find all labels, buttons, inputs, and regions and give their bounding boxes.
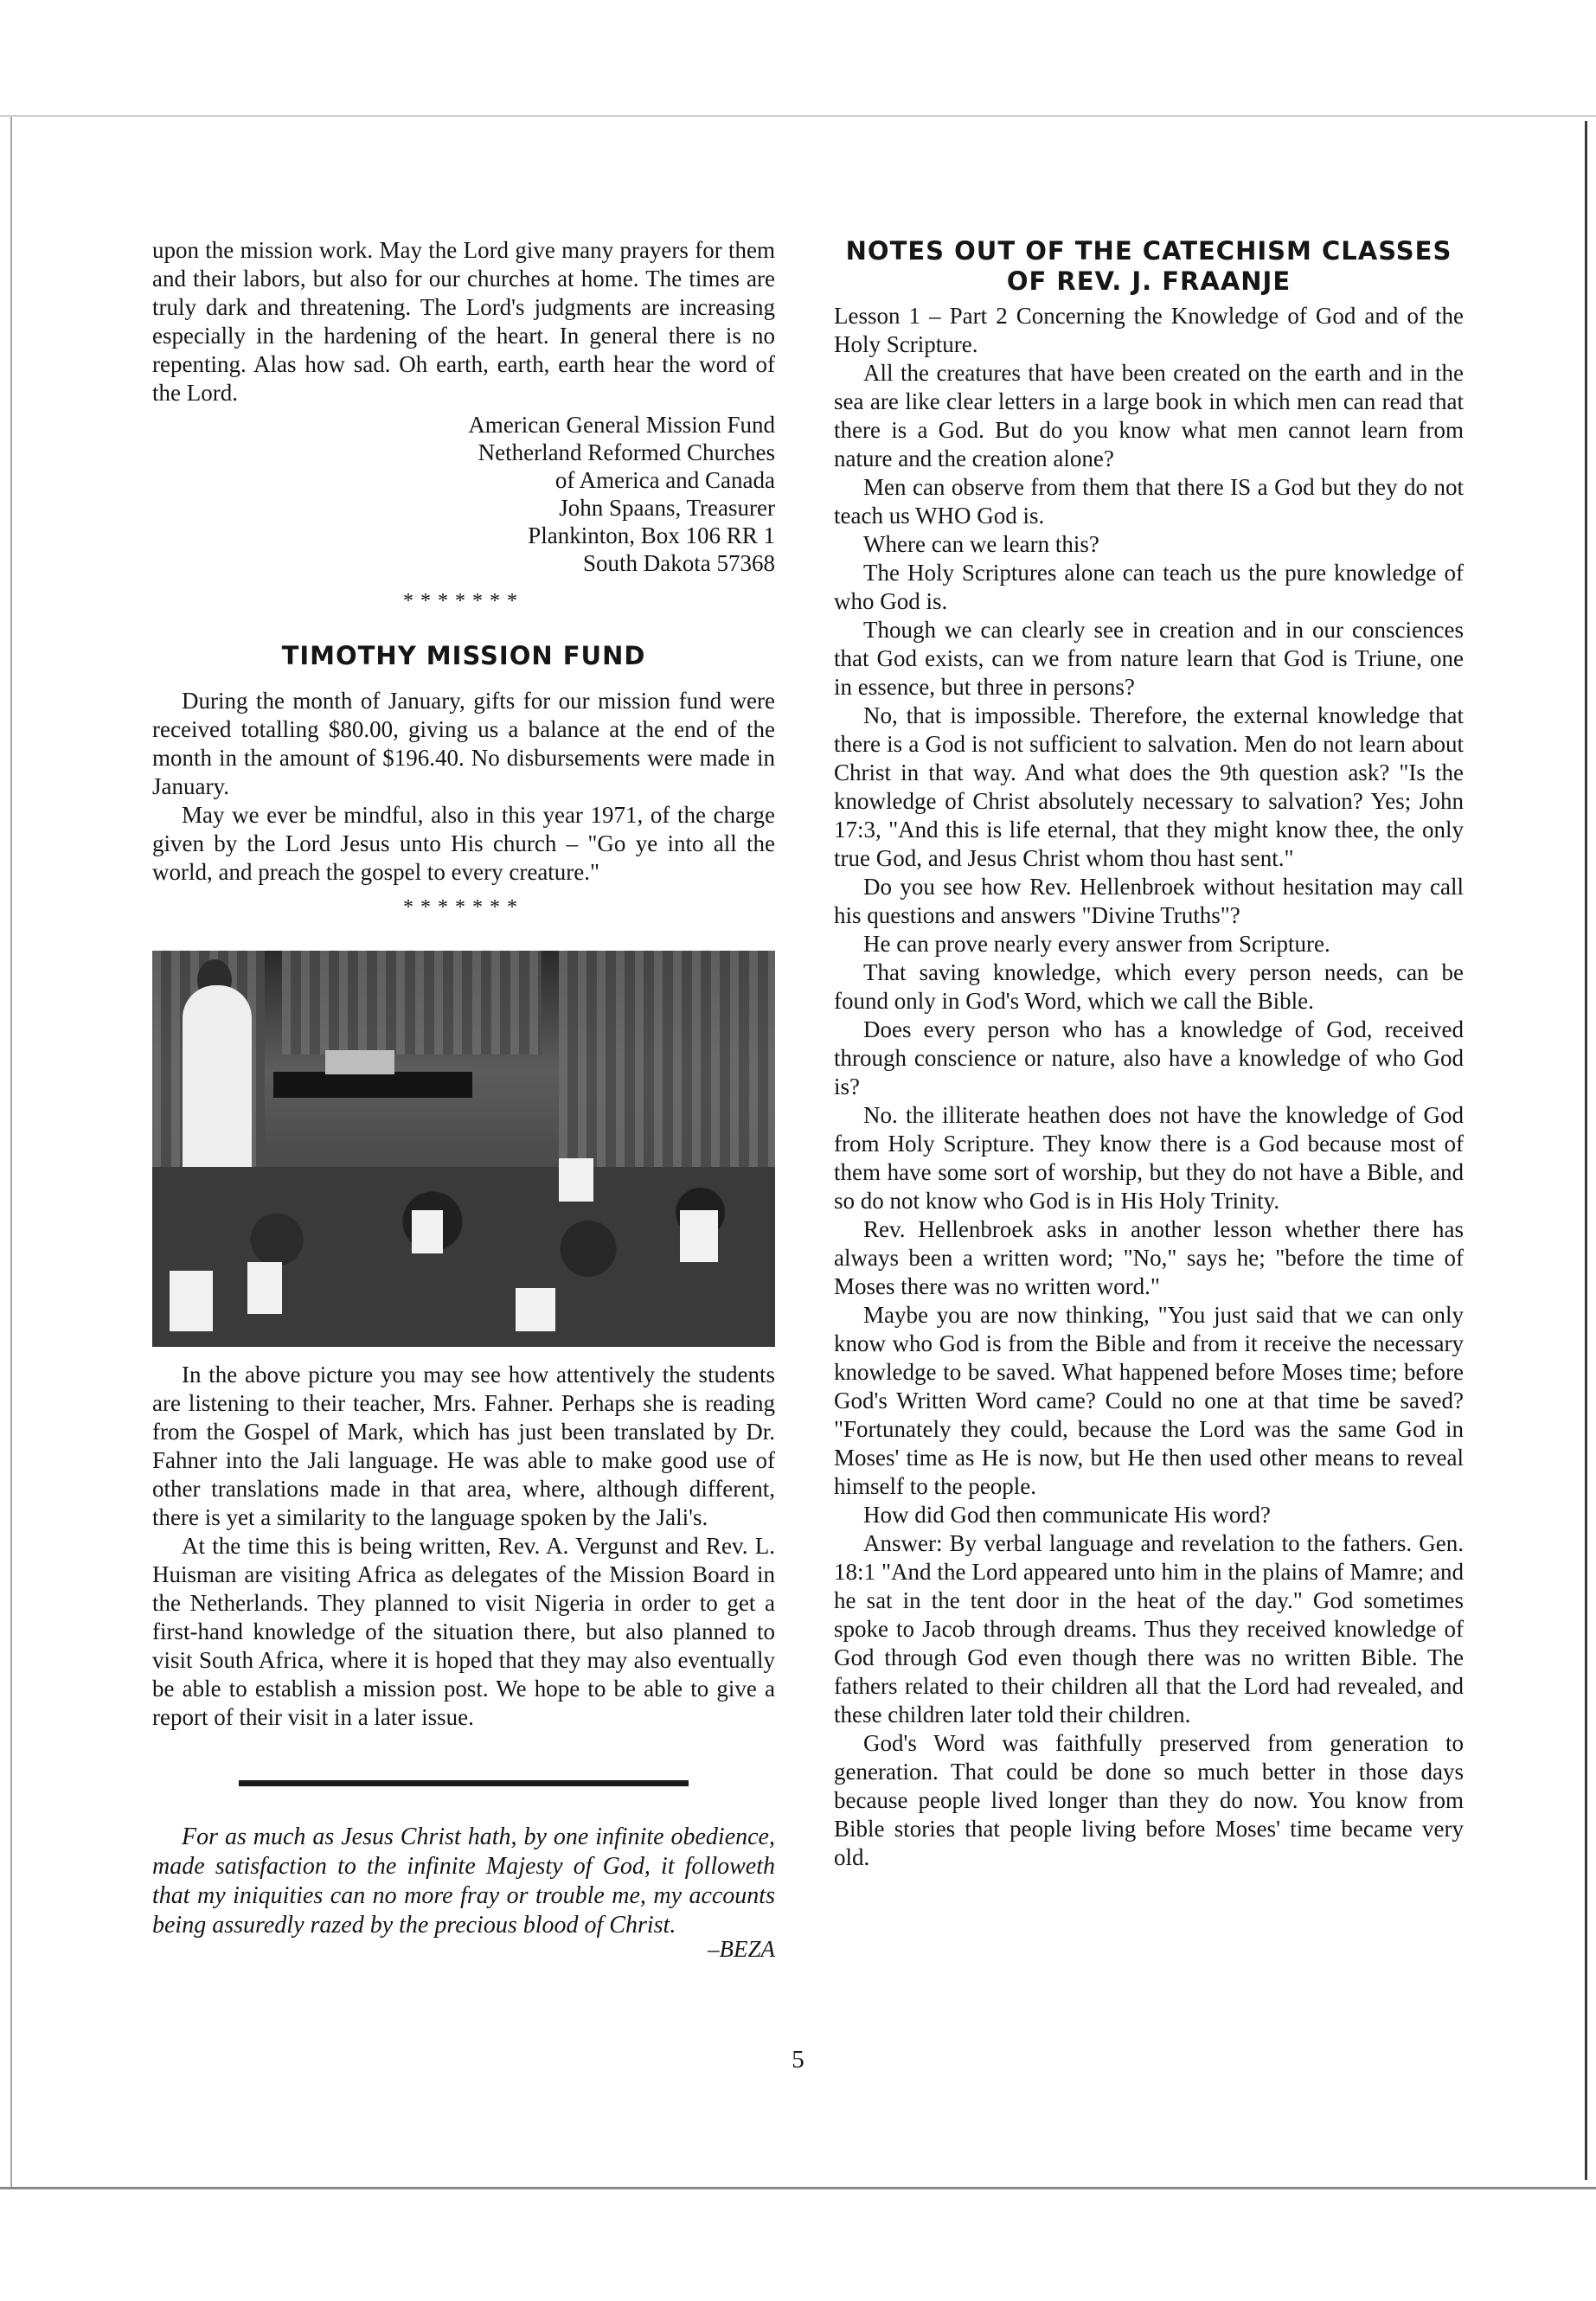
catechism-paragraph: Rev. Hellenbroek asks in another lesson whether there has always been a written word; "No," says he; "before the time of Moses there was no written word."	[834, 1216, 1464, 1299]
address-line: Netherland Reformed Churches	[478, 439, 775, 465]
address-line: South Dakota 57368	[583, 550, 775, 576]
address-line: John Spaans, Treasurer	[559, 495, 775, 521]
photo-caption: In the above picture you may see how attentively the students are listening to their teacher, Mrs. Fahner. Perhaps she is reading from the Gospel of Mark, which has just been translated by Dr. Fahner into the Jali language. He was able to make good use of other translations made in that area, where, although different, there is yet a similarity to the language spoken by the Jali's.	[152, 1362, 775, 1530]
page-number: 5	[792, 2046, 804, 2073]
mission-fund-address	[152, 407, 775, 580]
catechism-paragraph: The Holy Scriptures alone can teach us the pure knowledge of who God is.	[834, 560, 1464, 614]
black-divider-rule	[239, 1780, 689, 1786]
heading-line: OF REV. J. FRAANJE	[1006, 266, 1292, 296]
charge-paragraph: May we ever be mindful, also in this year 1971, of the charge given by the Lord Jesus unto His church – "Go ye into all the world, and preach the gospel to every creature."	[152, 802, 775, 885]
catechism-paragraph: Though we can clearly see in creation and in our consciences that God exists, can we from nature learn that God is Triune, one in essence, but three in persons?	[834, 617, 1464, 700]
catechism-paragraph: Do you see how Rev. Hellenbroek without hesitation may call his questions and answers "Divine Truths"?	[834, 874, 1464, 928]
catechism-paragraph: Does every person who has a knowledge of God, received through conscience or nature, also have a knowledge of who God is?	[834, 1016, 1464, 1099]
bottom-scan-edge	[0, 2187, 1596, 2189]
catechism-paragraph: Answer: By verbal language and revelation to the fathers. Gen. 18:1 "And the Lord appeared unto him in the plains of Mamre; and he sat in the tent door in the heat of the day." God sometimes spoke to Jacob through dreams. Thus they received knowledge of God through God even though there was no written Bible. The fathers related to their children all that the Lord had revealed, and these children later told their children.	[834, 1530, 1464, 1727]
right-column	[834, 236, 1464, 1872]
right-scan-edge	[1585, 121, 1587, 2180]
left-scan-edge	[10, 117, 12, 2189]
heading-line: NOTES OUT OF THE CATECHISM CLASSES	[845, 236, 1452, 266]
catechism-paragraph: All the creatures that have been created on the earth and in the sea are like clear letters in a large book in which men can read that there is a God. But do you know what men cannot learn from nature and the creation alone?	[834, 360, 1464, 471]
catechism-paragraph: Lesson 1 – Part 2 Concerning the Knowledge of God and of the Holy Scripture.	[834, 303, 1464, 357]
intro-paragraph: upon the mission work. May the Lord give many prayers for them and their labors, but also for our churches at home. The times are truly dark and threatening. The Lord's judgments are increasing especially in the hardening of the heart. In general there is no repenting. Alas how sad. Oh earth, earth, earth hear the word of the Lord.	[152, 237, 775, 406]
catechism-paragraphs	[834, 302, 1464, 1872]
catechism-paragraph: Men can observe from them that there IS a God but they do not teach us WHO God is.	[834, 474, 1464, 529]
left-column	[152, 236, 775, 1964]
section-separator-stars: *******	[403, 590, 524, 612]
vergunst-huisman-paragraph: At the time this is being written, Rev. A. Vergunst and Rev. L. Huisman are visiting Africa as delegates of the Mission Board in the Netherlands. They planned to visit Nigeria in order to get a first-hand knowledge of the situation there, but also planned to visit South Africa, where it is hoped that they may also eventually be able to establish a mission post. We hope to be able to give a report of their visit in a later issue.	[152, 1533, 775, 1730]
catechism-paragraph: Where can we learn this?	[863, 531, 1099, 557]
section-separator-stars: *******	[403, 896, 524, 919]
january-gifts-paragraph: During the month of January, gifts for our mission fund were received totalling $80.00, giving us a balance at the end of the month in the amount of $196.40. No disbursements were made in January.	[152, 688, 775, 799]
catechism-paragraph: No, that is impossible. Therefore, the external knowledge that there is a God is not sufficient to salvation. Men do not learn about Christ in that way. And what does the 9th question ask? "Is the knowledge of Christ absolutely necessary to salvation? Yes; John 17:3, "And this is life eternal, that they might know thee, the only true God, and Jesus Christ whom thou hast sent."	[834, 702, 1464, 871]
classroom-photo	[152, 951, 775, 1347]
address-line: of America and Canada	[554, 467, 775, 493]
catechism-paragraph: How did God then communicate His word?	[863, 1502, 1271, 1528]
catechism-paragraph: No. the illiterate heathen does not have the knowledge of God from Holy Scripture. They know there is a God because most of them have some sort of worship, but they do not have a Bible, and so do not know who God is in His Holy Trinity.	[834, 1102, 1464, 1214]
beza-quote: For as much as Jesus Christ hath, by one infinite obedience, made satisfaction to the infinite Majesty of God, it followeth that my iniquities can no more fray or trouble me, my accounts being assuredly razed by the precious blood of Christ.	[152, 1823, 775, 1939]
catechism-paragraph: That saving knowledge, which every person needs, can be found only in God's Word, which we call the Bible.	[834, 959, 1464, 1014]
catechism-paragraph: God's Word was faithfully preserved from generation to generation. That could be done so much better in those days because people lived longer than they do now. You know from Bible stories that people living before Moses' time became very old.	[834, 1730, 1464, 1870]
catechism-notes-heading	[834, 236, 1464, 297]
catechism-paragraph: Maybe you are now thinking, "You just said that we can only know who God is from the Bible and from it receive the necessary knowledge to be saved. What happened before Moses time; before God's Written Word came? Could no one at that time be saved? "Fortunately they could, because the Lord was the same God in Moses' time as He is now, but He then used other means to reveal himself to the people.	[834, 1302, 1464, 1499]
catechism-paragraph: He can prove nearly every answer from Scripture.	[863, 931, 1330, 957]
top-scan-edge	[0, 115, 1596, 117]
quote-author: –BEZA	[708, 1936, 775, 1962]
address-line: Plankinton, Box 106 RR 1	[528, 522, 775, 548]
timothy-mission-fund-heading: TIMOTHY MISSION FUND	[281, 641, 646, 670]
address-line: American General Mission Fund	[468, 412, 775, 438]
